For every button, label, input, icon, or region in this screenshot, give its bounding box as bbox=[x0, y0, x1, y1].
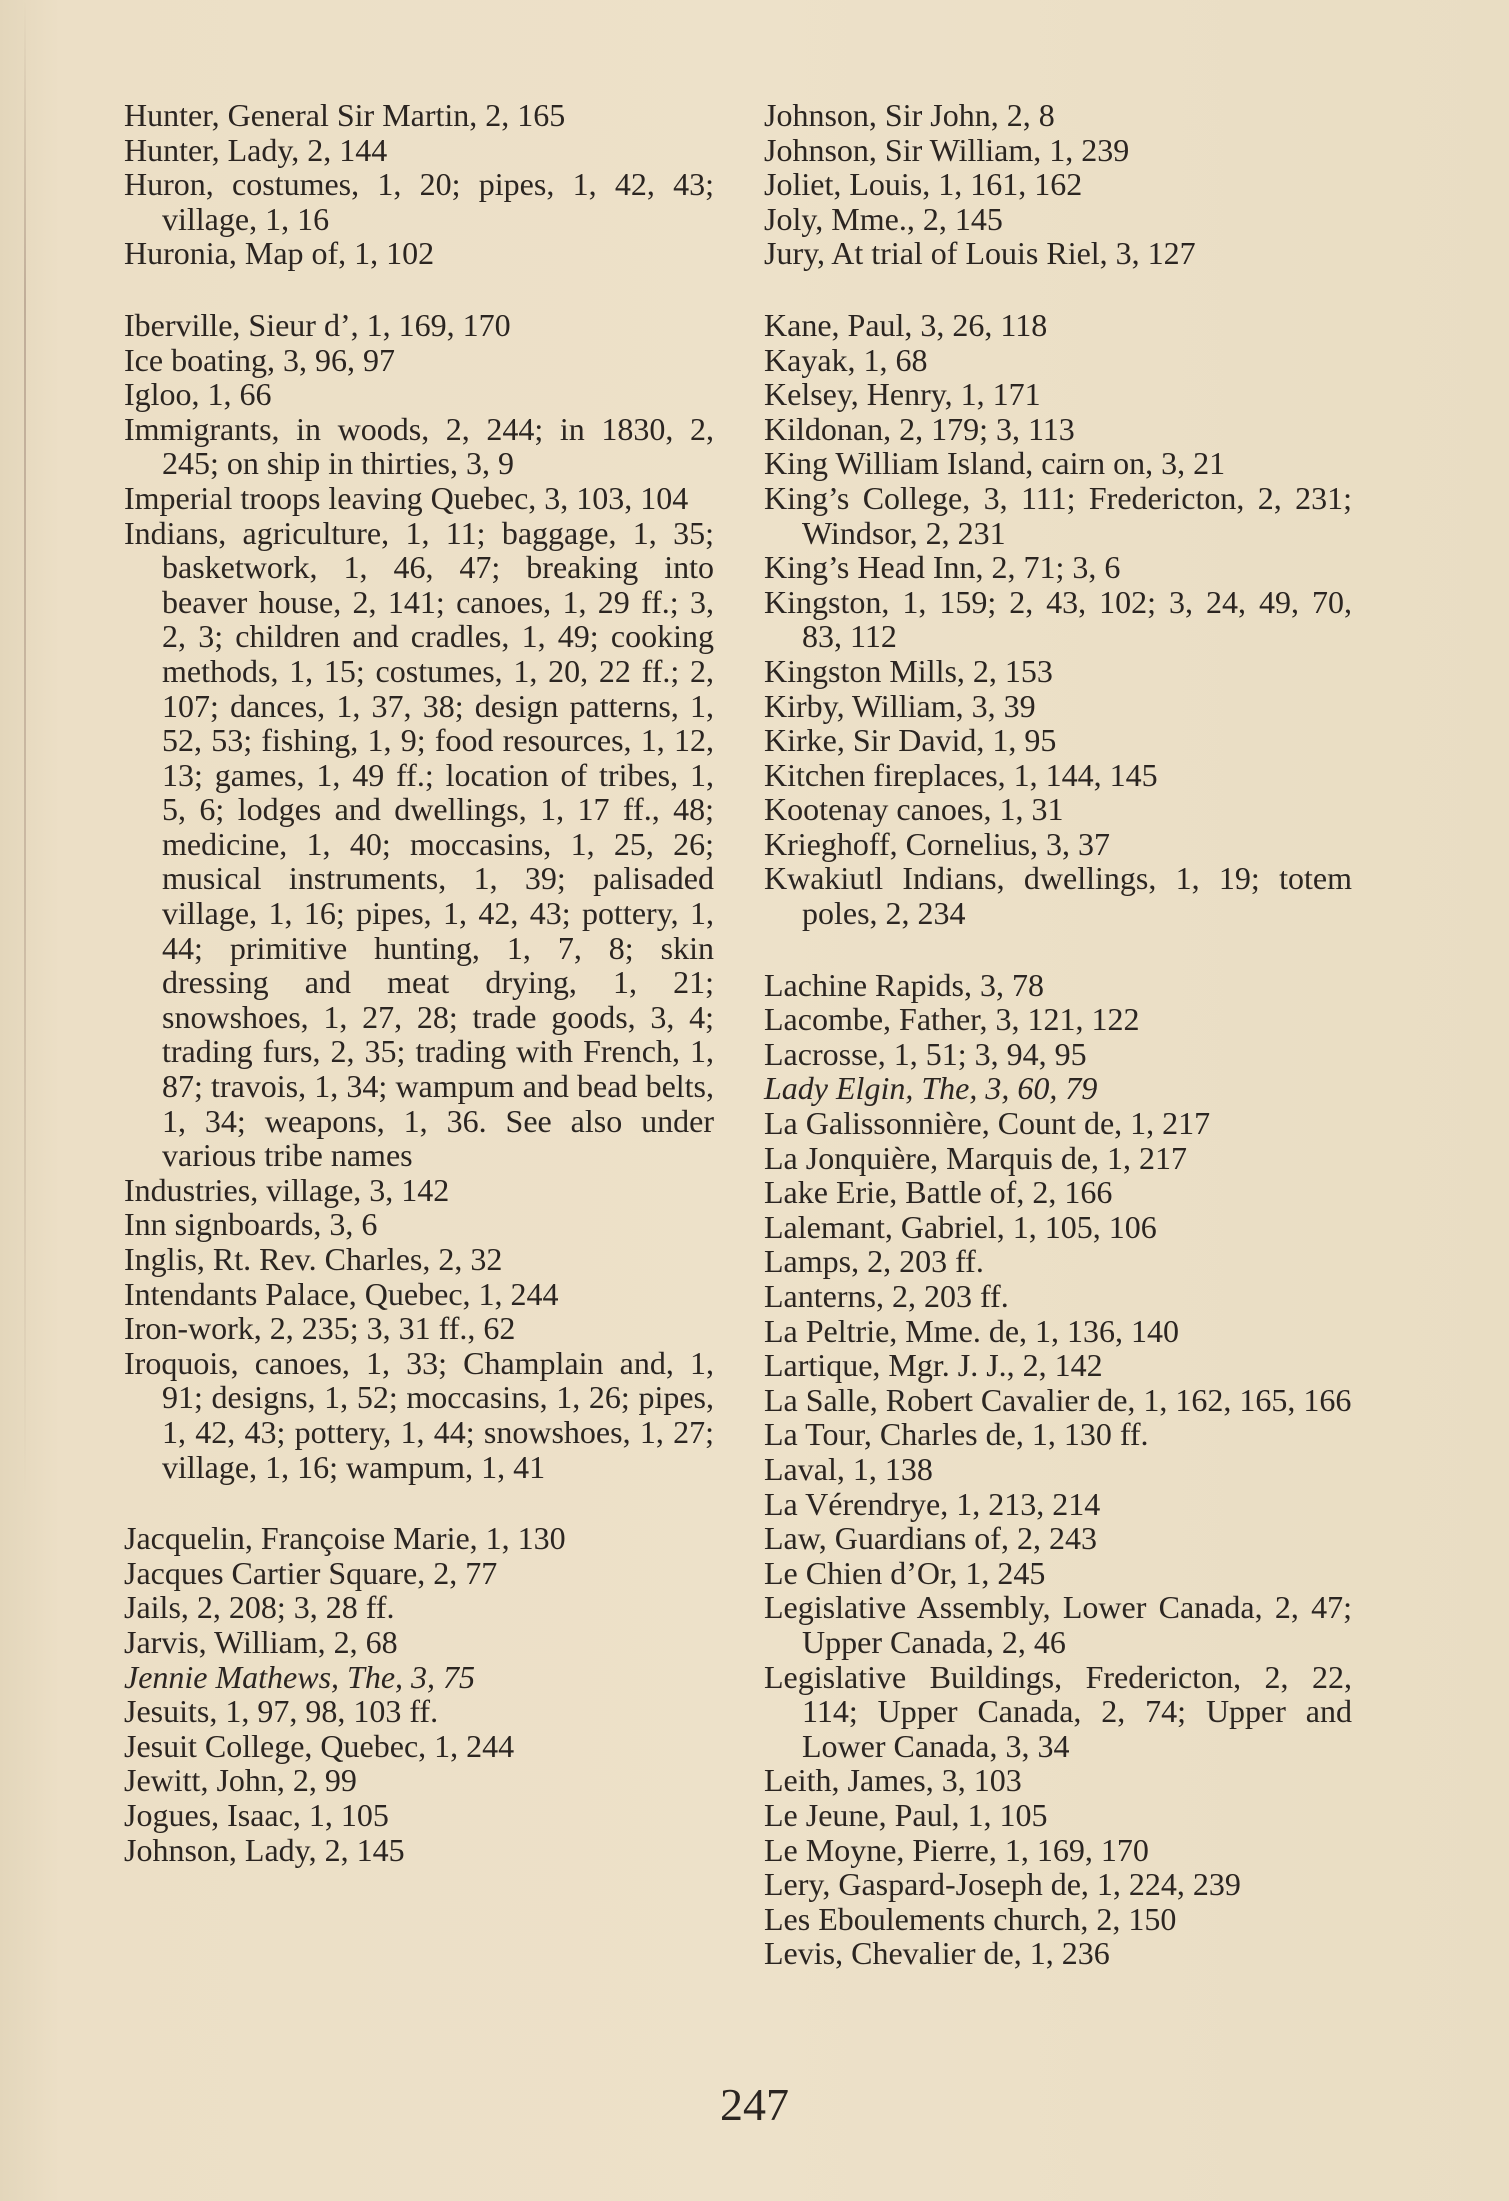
index-column-left bbox=[124, 98, 714, 1904]
index-letter-group bbox=[124, 1521, 714, 1867]
index-letter-group bbox=[764, 98, 1352, 271]
index-letter-group bbox=[124, 308, 714, 1484]
index-entry: Ice boating, 3, 96, 97 bbox=[124, 341, 396, 378]
index-entry: Kingston Mills, 2, 153 bbox=[764, 652, 1053, 689]
index-entry: Johnson, Lady, 2, 145 bbox=[124, 1831, 405, 1868]
index-entry: Lacrosse, 1, 51; 3, 94, 95 bbox=[764, 1035, 1087, 1072]
index-entry: Jesuits, 1, 97, 98, 103 ff. bbox=[124, 1693, 439, 1730]
index-entry: Jewitt, John, 2, 99 bbox=[124, 1762, 357, 1799]
index-letter-group bbox=[764, 308, 1352, 931]
index-entry: Jogues, Isaac, 1, 105 bbox=[124, 1796, 389, 1833]
index-entry: La Jonquière, Marquis de, 1, 217 bbox=[764, 1139, 1188, 1176]
index-entry: Jacquelin, Françoise Marie, 1, 130 bbox=[124, 1520, 566, 1557]
index-entry: Iroquois, canoes, 1, 33; Champlain and, 1, 91; designs, 1, 52; moccasins, 1, 26; pipes, 1, 42, 43; pottery, 1, 44; snowshoes, 1, 27; village, 1, 16; wampum, 1, 41 bbox=[124, 1344, 714, 1485]
index-entry: Le Chien d’Or, 1, 245 bbox=[764, 1554, 1046, 1591]
index-entry: Kayak, 1, 68 bbox=[764, 341, 928, 378]
index-letter-group bbox=[764, 968, 1352, 1971]
page-edge-shadow bbox=[24, 0, 26, 1500]
index-entry: Lartique, Mgr. J. J., 2, 142 bbox=[764, 1347, 1103, 1384]
index-entry: Jails, 2, 208; 3, 28 ff. bbox=[124, 1589, 395, 1626]
index-entry: Le Moyne, Pierre, 1, 169, 170 bbox=[764, 1831, 1149, 1868]
index-entry: Kirke, Sir David, 1, 95 bbox=[764, 722, 1057, 759]
index-entry: Jarvis, William, 2, 68 bbox=[124, 1623, 398, 1660]
index-entry: Jesuit College, Quebec, 1, 244 bbox=[124, 1727, 515, 1764]
index-entry: Hunter, Lady, 2, 144 bbox=[124, 131, 388, 168]
index-entry: Huronia, Map of, 1, 102 bbox=[124, 235, 435, 272]
index-entry: Lake Erie, Battle of, 2, 166 bbox=[764, 1174, 1113, 1211]
index-entry: Kwakiutl Indians, dwellings, 1, 19; totem poles, 2, 234 bbox=[764, 860, 1352, 932]
index-entry: Lacombe, Father, 3, 121, 122 bbox=[764, 1001, 1140, 1038]
index-entry: La Galissonnière, Count de, 1, 217 bbox=[764, 1105, 1211, 1142]
index-entry: Hunter, General Sir Martin, 2, 165 bbox=[124, 97, 566, 133]
index-entry: Kootenay canoes, 1, 31 bbox=[764, 791, 1064, 828]
index-entry: Indians, agriculture, 1, 11; baggage, 1, 35; basketwork, 1, 46, 47; breaking into beaver house, 2, 141; canoes, 1, 29 ff.; 3, 2, 3; children and cradles, 1, 49; cooking methods, 1, 15; costumes, 1, 20, 22 ff.; 2, 107; dances, 1, 37, 38; design patterns, 1, 52, 53; fishing, 1, 9; food resources, 1, 12, 13; games, 1, 49 ff.; location of tribes, 1, 5, 6; lodges and dwellings, 1, 17 ff., 48; medicine, 1, 40; moccasins, 1, 25, 26; musical instruments, 1, 39; palisaded village, 1, 16; pipes, 1, 42, 43; pottery, 1, 44; primitive hunting, 1, 7, 8; skin dressing and meat drying, 1, 21; snowshoes, 1, 27, 28; trade goods, 3, 4; trading furs, 2, 35; trading with French, 1, 87; travois, 1, 34; wampum and bead belts, 1, 34; weapons, 1, 36. See also under various tribe names bbox=[124, 514, 714, 1174]
index-letter-group bbox=[124, 98, 714, 271]
index-entry: Legislative Assembly, Lower Canada, 2, 47; Upper Canada, 2, 46 bbox=[764, 1589, 1352, 1660]
index-entry: Jennie Mathews, The, 3, 75 bbox=[124, 1658, 476, 1695]
index-entry: Iron-work, 2, 235; 3, 31 ff., 62 bbox=[124, 1310, 516, 1347]
index-entry: Kildonan, 2, 179; 3, 113 bbox=[764, 410, 1075, 447]
index-entry: Joly, Mme., 2, 145 bbox=[764, 200, 1003, 237]
index-entry: Kitchen fireplaces, 1, 144, 145 bbox=[764, 756, 1158, 793]
index-entry: Huron, costumes, 1, 20; pipes, 1, 42, 43; village, 1, 16 bbox=[124, 166, 714, 237]
index-entry: Iberville, Sieur d’, 1, 169, 170 bbox=[124, 306, 511, 343]
index-entry: Kelsey, Henry, 1, 171 bbox=[764, 376, 1041, 413]
index-entry: Lalemant, Gabriel, 1, 105, 106 bbox=[764, 1208, 1157, 1245]
index-entry: Legislative Buildings, Fredericton, 2, 22, 114; Upper Canada, 2, 74; Upper and Lower Canada, 3, 34 bbox=[764, 1658, 1352, 1764]
index-entry: La Salle, Robert Cavalier de, 1, 162, 165, 166 bbox=[764, 1381, 1352, 1418]
index-entry: Kane, Paul, 3, 26, 118 bbox=[764, 306, 1048, 343]
index-entry: Krieghoff, Cornelius, 3, 37 bbox=[764, 825, 1111, 862]
index-entry: Laval, 1, 138 bbox=[764, 1450, 933, 1487]
index-entry: Lamps, 2, 203 ff. bbox=[764, 1243, 984, 1280]
index-entry: Inn signboards, 3, 6 bbox=[124, 1206, 378, 1243]
index-entry: Levis, Chevalier de, 1, 236 bbox=[764, 1935, 1110, 1972]
index-entry: Les Eboulements church, 2, 150 bbox=[764, 1900, 1177, 1937]
index-entry: Inglis, Rt. Rev. Charles, 2, 32 bbox=[124, 1241, 503, 1277]
index-entry: La Tour, Charles de, 1, 130 ff. bbox=[764, 1416, 1149, 1453]
index-entry: King’s College, 3, 111; Fredericton, 2, 231; Windsor, 2, 231 bbox=[764, 479, 1352, 551]
index-entry: Lady Elgin, The, 3, 60, 79 bbox=[764, 1070, 1098, 1107]
index-entry: Industries, village, 3, 142 bbox=[124, 1171, 450, 1208]
index-entry: Johnson, Sir John, 2, 8 bbox=[764, 97, 1055, 133]
index-entry: La Peltrie, Mme. de, 1, 136, 140 bbox=[764, 1312, 1180, 1349]
index-entry: Le Jeune, Paul, 1, 105 bbox=[764, 1796, 1048, 1833]
index-entry: Kirby, William, 3, 39 bbox=[764, 687, 1036, 724]
index-entry: Kingston, 1, 159; 2, 43, 102; 3, 24, 49, 70, 83, 112 bbox=[764, 583, 1352, 655]
page-number: 247 bbox=[720, 2079, 789, 2130]
index-entry: Lachine Rapids, 3, 78 bbox=[764, 966, 1044, 1003]
index-entry: King William Island, cairn on, 3, 21 bbox=[764, 445, 1226, 482]
index-entry: King’s Head Inn, 2, 71; 3, 6 bbox=[764, 549, 1121, 586]
index-entry: Johnson, Sir William, 1, 239 bbox=[764, 131, 1130, 168]
index-column-right bbox=[764, 98, 1352, 2008]
index-entry: Jacques Cartier Square, 2, 77 bbox=[124, 1554, 498, 1591]
index-entry: Immigrants, in woods, 2, 244; in 1830, 2, 245; on ship in thirties, 3, 9 bbox=[124, 410, 714, 482]
index-entry: Jury, At trial of Louis Riel, 3, 127 bbox=[764, 235, 1196, 272]
index-entry: Law, Guardians of, 2, 243 bbox=[764, 1520, 1097, 1557]
index-entry: Lery, Gaspard-Joseph de, 1, 224, 239 bbox=[764, 1866, 1241, 1903]
index-entry: Intendants Palace, Quebec, 1, 244 bbox=[124, 1275, 559, 1312]
index-entry: Igloo, 1, 66 bbox=[124, 376, 272, 413]
index-entry: Joliet, Louis, 1, 161, 162 bbox=[764, 166, 1083, 203]
index-entry: Lanterns, 2, 203 ff. bbox=[764, 1278, 1009, 1314]
index-entry: Imperial troops leaving Quebec, 3, 103, 104 bbox=[124, 479, 689, 516]
index-entry: La Vérendrye, 1, 213, 214 bbox=[764, 1485, 1101, 1522]
index-entry: Leith, James, 3, 103 bbox=[764, 1762, 1022, 1799]
